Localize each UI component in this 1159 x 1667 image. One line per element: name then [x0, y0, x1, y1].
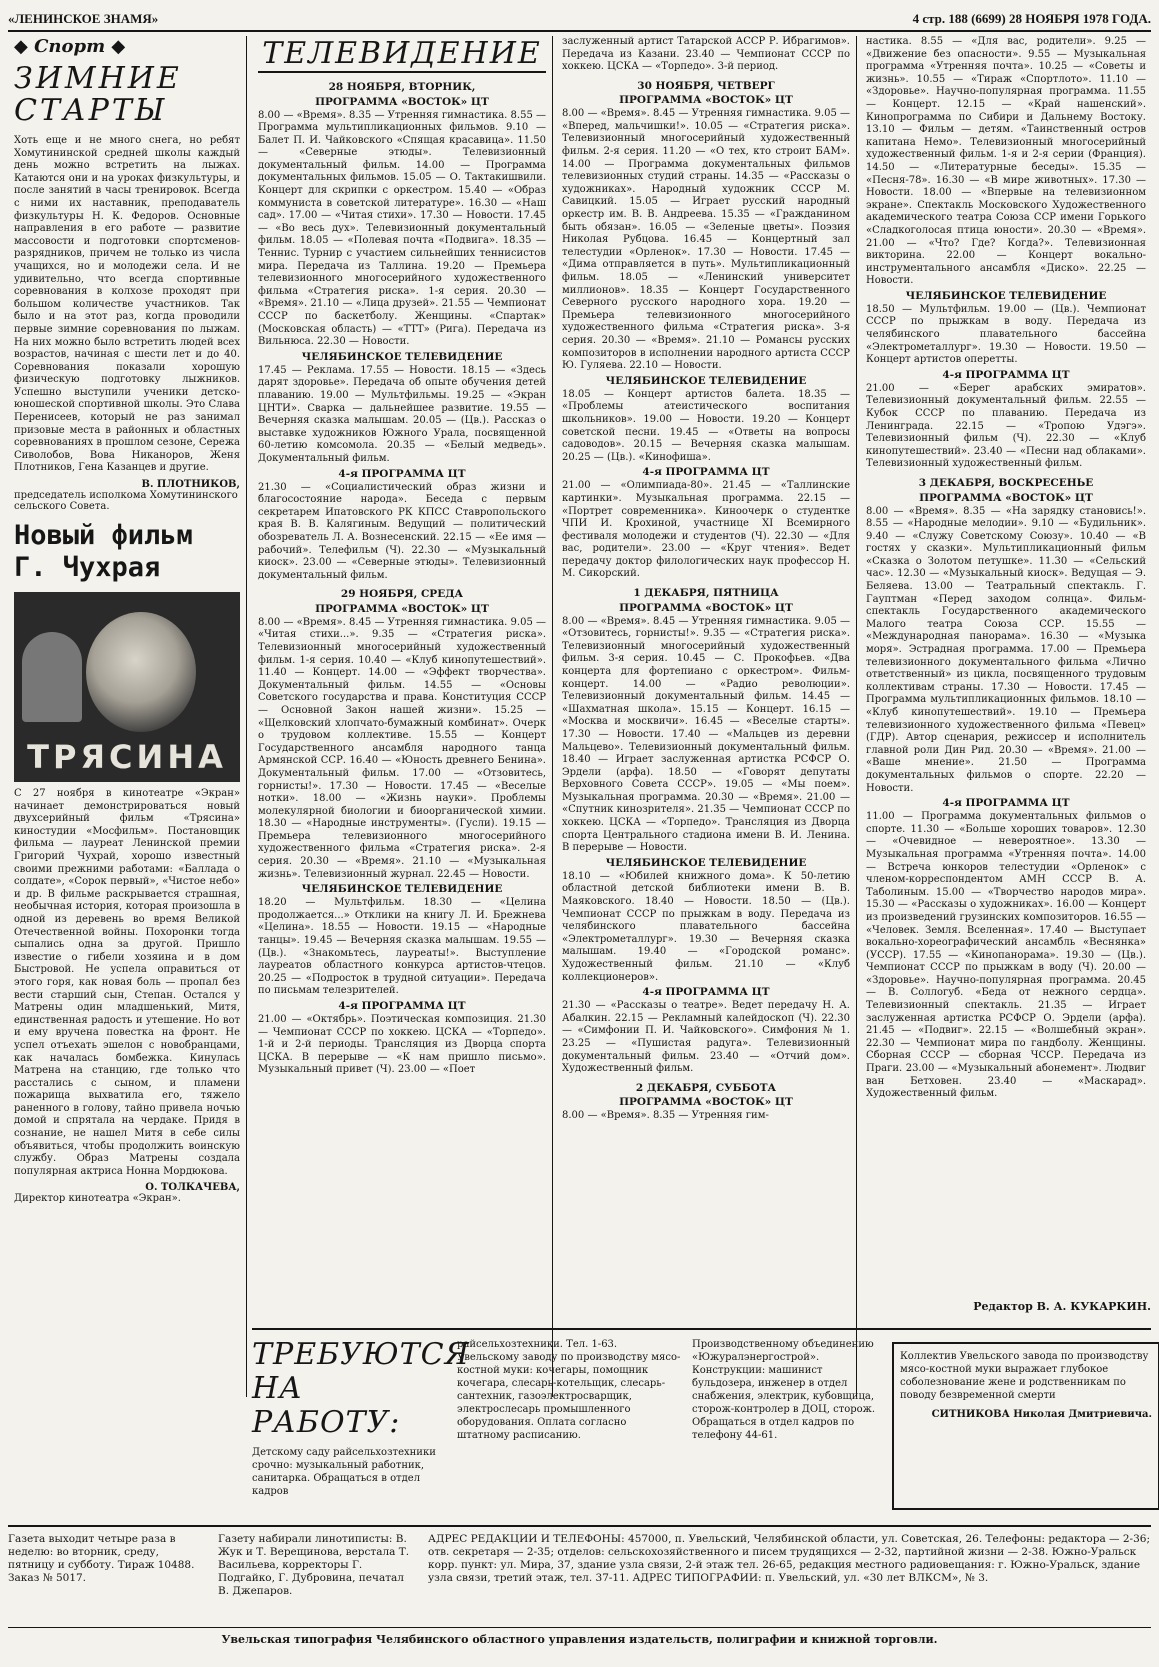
tv-schedule-text: 8.00 — «Время». 8.35 — Утренняя гимнастика. 8.55 — Программа мультипликационных фильмов. 9.10 — Балет П. И. Чайковского «Спящая красавица». 11.50 — «Северные этюды». Телевизионный документальный фильм. 14.00 — Программа документальных фильмов. 15.05 — О. Тактакишвили. Концерт для скрипки с оркестром. 15.40 — «Образ коммуниста в советской литературе». 16.30 — «Наш сад». 17.00 — «Читая стихи». 17.30 — Новости. 17.45 — «Во весь дух». Телевизионный документальный фильм. 18.05 — «Полевая почта «Подвига». 18.35 — Теннис. Турнир с участием сильнейших теннисистов мира. Передача из Таллина. 19.20 — Премьера телевизионного многосерийного художественного фильма «Стратегия риска». 1-я серия. 20.30 — «Время». 21.10 — «Лица друзей». 21.55 — Чемпионат СССР по баскетболу. Женщины. «Спартак» (Московская область) — «ТТТ» (Рига). Передача из Вильнюса. 22.30 — Новости. — [258, 109, 546, 348]
tv-schedule-text: 11.00 — Программа документальных фильмов о спорте. 11.30 — «Больше хороших товаров». 12.30 — «Очевидное — невероятное». 13.30 — Музыкальная программа «Утренняя почта». 14.00 — Встреча юнкоров телестудии «Орленок» с членом-корреспондентом АМН СССР В. А. Таболиным. 15.00 — «Творчество народов мира». 15.30 — «Рассказы о художниках». 16.00 — Концерт из произведений грузинских композиторов. 16.55 — «Человек. Земля. Вселенная». 17.40 — Выступает вокально-хореографический ансамбль «Веснянка» (УССР). 17.55 — «Кинопанорама». 19.30 — (Цв.). Чемпионат СССР по прыжкам в воду (Ч). 20.00 — «Здоровье». Научно-популярная программа. 20.45 — В. Соллогуб. «Беда от нежного сердца». Телевизионный спектакль. 21.35 — Играет заслуженная артистка РСФСР О. Эрдели (арфа). 21.45 — «Подвиг». 22.15 — «Волшебный экран». 22.30 — Чемпионат мира по гандболу. Женщины. Сборная СССР — сборная ЧССР. Передача из Праги. 23.00 — «Музыкальный абонемент». Людвиг ван Бетховен. 23.40 — «Маскарад». Художественный фильм. — [866, 811, 1146, 1100]
tv-section-title: ТЕЛЕВИДЕНИЕ — [258, 36, 546, 73]
job-ad-energy: Производственному объединению «Южуралэнергострой». Конструкции: машинист бульдозера, инженер в отдел снабжения, электрик, кубовщица, сторож-контролер в ДОЦ, сторож. Обращаться в отдел кадров по телефону 44-61. — [692, 1339, 876, 1441]
sport-headline: ЗИМНИЕ СТАРТЫ — [14, 61, 182, 128]
left-column — [8, 36, 247, 1397]
tv-channel-heading: ЧЕЛЯБИНСКОЕ ТЕЛЕВИДЕНИЕ — [905, 289, 1107, 302]
tv-schedule-text: 21.00 — «Берег арабских эмиратов». Телевизионный документальный фильм. 22.55 — Кубок СССР по плаванию. Передача из Ленинграда. 22.15 — «Тропою Удэгэ». Телевизионный фильм (Ч). 22.30 — «Клуб кинопутешествий». 23.40 — «Песни над облаками». Телевизионный художественный фильм. — [866, 382, 1146, 470]
tv-column-2 — [556, 36, 857, 1397]
tv-column-1 — [252, 36, 553, 1397]
tv-channel-heading: ПРОГРАММА «ВОСТОК» ЦТ — [315, 602, 489, 615]
tv-day-heading: 2 ДЕКАБРЯ, СУББОТА — [635, 1081, 777, 1094]
footer-address: АДРЕС РЕДАКЦИИ И ТЕЛЕФОНЫ: 457000, п. Увельский, Челябинской области, ул. Советская, 26. Телефоны: редактора — 2-36; отв. секретаря — 2-35; отделов: сельскохозяйственного и писем трудящихся — 2-32, партийной жизни — 2-38. Южно-Уральск корр. пункт: ул. Мира, 37, здание узла связи, 2-й этаж тел. 26-65, редакция местного радиовещания: г. Южно-Уральск, здание узла связи, третий этаж, тел. 37-11. АДРЕС ТИПОГРАФИИ: п. Увельский, ул. «30 лет ВЛКСМ», № 3. — [428, 1533, 1151, 1584]
tv-channel-heading: ПРОГРАММА «ВОСТОК» ЦТ — [315, 95, 489, 108]
masthead — [8, 8, 1151, 32]
footer — [8, 1525, 1151, 1628]
issue-info: 4 стр. 188 (6699) 28 НОЯБРЯ 1978 ГОДА. — [912, 11, 1151, 26]
tv-listing-column-2 — [562, 36, 850, 1123]
editor-credit: Редактор В. А. КУКАРКИН. — [973, 1300, 1151, 1313]
tv-schedule-text: заслуженный артист Татарской АССР Р. Ибрагимов». Передача из Казани. 23.40 — Чемпионат СССР по хоккею. ЦСКА — «Торпедо». 3-й период. — [562, 36, 850, 73]
condolence-text: Коллектив Увельского завода по производству мясо-костной муки выражает глубокое соболезнование жене и родственникам по поводу безвременной смерти — [900, 1351, 1149, 1401]
tv-listing-column-3 — [866, 36, 1146, 1101]
film-headline: Новый фильм Г. Чухрая — [14, 520, 193, 584]
footer-circulation: Газета выходит четыре раза в неделю: во вторник, среду, пятницу и субботу. Тираж 10488. Заказ № 5017. — [8, 1533, 195, 1584]
footer-staff: Газету набирали линотиписты: В. Жук и Т. Верещинова, верстала Т. Васильева, корректоры Г. Подгайко, Г. Дубровина, печатал В. Джепаров. — [218, 1533, 410, 1597]
tv-day-heading: 29 НОЯБРЯ, СРЕДА — [340, 588, 464, 601]
newspaper-name: «ЛЕНИНСКОЕ ЗНАМЯ» — [8, 11, 159, 26]
tv-channel-heading: 4-я ПРОГРАММА ЦТ — [642, 466, 770, 479]
ad-text-1: Детскому саду райсельхозтехники срочно: музыкальный работник, санитарка. Обращаться в отдел кадров — [252, 1447, 436, 1497]
tv-schedule-text: 21.30 — «Социалистический образ жизни и благосостояние народа». Беседа с первым секретарем Ипатовского РК КПСС Ставропольского края В. В. Калягиным. Ведущий — политический обозреватель Л. А. Вознесенский. 22.15 — «Ее имя — рабочий». Телефильм (Ч). 22.30 — «Музыкальный киоск». 23.00 — «Северные этюды». Телевизионный документальный фильм. — [258, 481, 546, 581]
tv-schedule-text: настика. 8.55 — «Для вас, родители». 9.25 — «Движение без опасности». 9.55 — Музыкальная программа «Утренняя почта». 10.25 — «Советы и жизнь». 10.55 — «Тираж «Спортлото». 11.10 — «Здоровье». Научно-популярная программа. 11.55 — Концерт. 12.15 — «Край нашенский». Кинопрограмма по Сибири и Дальнему Востоку. 13.10 — Фильм — детям. «Таинственный остров капитана Немо». Телевизионный многосерийный художественный фильм. 1-я и 2-я серии (Франция). 14.50 — «Литературные беседы». 15.35 — «Песня-78». 16.30 — «В мире животных». 17.30 — Новости. 18.00 — «Впервые на телевизионном экране». Спектакль Московского Художественного академического театра Союза ССР имени Горького «Сладкоголосая птица юности». 20.30 — «Время». 21.00 — «Что? Где? Когда?». Телевизионная викторина. 22.00 — Концерт вокально-инструментального ансамбля «Диско». 22.25 — Новости. — [866, 36, 1146, 287]
tv-channel-heading: ЧЕЛЯБИНСКОЕ ТЕЛЕВИДЕНИЕ — [301, 350, 503, 363]
tv-channel-heading: ЧЕЛЯБИНСКОЕ ТЕЛЕВИДЕНИЕ — [605, 374, 807, 387]
job-ad-factory: райсельхозтехники. Тел. 1-63. Увельскому заводу по производству мясо-костной муки: кочегары, помощник кочегара, слесарь-котельщик, слесарь-сантехник, газоэлектросварщик, электрослесарь промышленного оборудования. Оплата согласно штатному расписанию. — [457, 1339, 681, 1441]
tv-channel-heading: ПРОГРАММА «ВОСТОК» ЦТ — [619, 94, 793, 107]
sport-rubric: ◆ Спорт ◆ — [14, 36, 126, 57]
tv-schedule-text: 18.20 — Мультфильм. 18.30 — «Целина продолжается...» Отклики на книгу Л. И. Брежнева «Целина». 18.55 — Новости. 19.15 — «Народные танцы». 19.45 — Вечерняя сказка малышам. 19.55 — (Цв.). «Знакомьтесь, лауреаты!». Выступление лауреатов областного конкурса артистов-чтецов. 20.25 — «Подросток в трудной ситуации». Передача по письмам телезрителей. — [258, 897, 546, 997]
condolence-name: СИТНИКОВА Николая Дмитриевича. — [931, 1409, 1152, 1420]
tv-day-heading: 28 НОЯБРЯ, ВТОРНИК, — [328, 81, 476, 93]
poster-face — [86, 612, 196, 732]
tv-channel-heading: ПРОГРАММА «ВОСТОК» ЦТ — [619, 601, 793, 614]
tv-channel-heading: 4-я ПРОГРАММА ЦТ — [338, 1000, 466, 1012]
film-signature-role: Директор кинотеатра «Экран». — [14, 1193, 181, 1205]
tv-channel-heading: ПРОГРАММА «ВОСТОК» ЦТ — [919, 491, 1093, 504]
tv-channel-heading: ПРОГРАММА «ВОСТОК» ЦТ — [619, 1096, 793, 1109]
condolence-notice — [892, 1342, 1159, 1510]
tv-schedule-text: 8.00 — «Время». 8.35 — «На зарядку становись!». 8.55 — «Народные мелодии». 9.10 — «Будильник». 9.40 — «Служу Советскому Союзу». 10.40 — «В гостях у сказки». Мультипликационный фильм «Сказка о Золотом петушке». 11.30 — «Сельский час». 12.30 — «Музыкальный киоск». Ведущая — Э. Беляева. 13.00 — Театральный спектакль. Г. Гауптман «Перед заходом солнца». Фильм-спектакль Государственного академического Малого театра Союза ССР. 15.55 — «Международная панорама». 16.30 — «Музыка моря». Эстрадная программа. 17.00 — Премьера телевизионного документального фильма «Лично ответственный» из цикла, посвященного трудовым коллективам страны. 17.30 — Новости. 17.45 — Программа мультипликационных фильмов. 18.10 — «Клуб кинопутешествий». 19.10 — Премьера телевизионного художественного фильма «Певец» (ГДР). Автор сценария, режиссер и исполнитель главной роли Дин Рид. 20.30 — «Время». 21.00 — «Ваше мнение». 21.50 — Программа документальных фильмов о спорте. 22.20 — Новости. — [866, 505, 1146, 794]
poster-figure — [22, 632, 82, 722]
tv-channel-heading: 4-я ПРОГРАММА ЦТ — [642, 986, 770, 999]
ads-section — [252, 1328, 1151, 1522]
tv-schedule-text: 8.00 — «Время». 8.45 — Утренняя гимнастика. 9.05 — «Отзовитесь, горнисты!». 9.35 — «Стратегия риска». Телевизионный многосерийный художественный фильм. 3-я серия. 10.45 — С. Прокофьев. «Два концерта для фортепиано с оркестром». Фильм-концерт. 14.00 — «Радио революции». Телевизионный документальный фильм. 14.45 — «Шахматная школа». 15.15 — Концерт. 16.15 — «Москва и москвичи». 16.45 — «Веселые старты». 17.30 — Новости. 17.40 — «Мальцев из деревни Мальцево». Телевизионный документальный фильм. 18.40 — Играет заслуженная артистка РСФСР О. Эрдели (арфа). 18.50 — «Говорят депутаты Верховного Совета СССР». 19.05 — «Мы поем». Музыкальная программа. 20.30 — «Время». 21.00 — «Спутник кинозрителя». 21.35 — Чемпионат СССР по хоккею. ЦСКА — «Торпедо». Трансляция из Дворца спорта Центрального стадиона имени В. И. Ленина. В перерыве — Новости. — [562, 615, 850, 854]
tv-day-heading: 3 ДЕКАБРЯ, ВОСКРЕСЕНЬЕ — [918, 477, 1094, 489]
film-article-body: С 27 ноября в кинотеатре «Экран» начинает демонстрироваться новый двухсерийный фильм «Трясина» киностудии «Мосфильм». Постановщик фильма — лауреат Ленинской премии Григорий Чухрай, хорошо известный своими прежними работами: «Баллада о солдате», «Сорок первый», «Чистое небо» и др. В фильме раскрывается страшная, необычная история, которая произошла в одной из деревень во время Великой Отечественной войны. Похоронки тогда сыпались одна за другой. Пришло известие о гибели хозяина и в дом Быстровой. Не успела оправиться от этого горя, как новая боль — пропал без вести старший сын, Степан. Остался у Матрены один младшенький, Митя, единственная радость и утешение. Но вот и ему вручена повестка на фронт. Не успел отъехать эшелон с новобранцами, как началась бомбежка. Кинулась Матрена на станцию, где только что расстались с сыном, и пламени пожарища выхватила его, тяжело раненного в голову, тайно привела ночью домой и спрятала на чердаке. Придя в сознание, не нашел Митя в себе силы объявиться, чтобы продолжить воинскую службу. Образ Матрены создала популярная актриса Нонна Мордюкова. — [14, 788, 240, 1177]
tv-schedule-text: 21.30 — «Рассказы о театре». Ведет передачу Н. А. Абалкин. 22.15 — Рекламный калейдоскоп (Ч). 22.30 — «Симфонии П. И. Чайковского». Симфония № 1. 23.25 — «Пушистая радуга». Телевизионный документальный фильм. 23.40 — «Отчий дом». Художественный фильм. — [562, 1000, 850, 1075]
tv-schedule-text: 21.00 — «Олимпиада-80». 21.45 — «Таллинские картинки». Музыкальная программа. 22.15 — «Портрет современника». Киноочерк о студентке ЧПИ И. Крохиной, участнице XI Всемирного фестиваля молодежи и студентов (Ч). 22.30 — «Для вас, родители». 23.00 — «Круг чтения». Ведет передачу доктор филологических наук профессор Н. М. Сикорский. — [562, 480, 850, 580]
tv-schedule-text: 18.05 — Концерт артистов балета. 18.35 — «Проблемы атеистического воспитания школьников». 19.00 — Новости. 19.20 — Концерт советской песни. 19.45 — «Ответы на вопросы садоводов». 20.15 — Вечерняя сказка малышам. 20.25 — (Цв.). «Кинофиша». — [562, 388, 850, 463]
printer-credit: Увельская типография Челябинского областного управления издательств, полиграфии и книжной торговли. — [221, 1633, 938, 1646]
tv-schedule-text: 8.00 — «Время». 8.45 — Утренняя гимнастика. 9.05 — «Вперед, мальчишки!». 10.05 — «Стратегия риска». Телевизионный многосерийный художественный фильм. 2-я серия. 11.20 — «О тех, кто строит БАМ». 14.00 — Программа документальных фильмов телевизионных студий страны. 14.35 — «Рассказы о художниках». Народный художник СССР М. Савицкий. 15.05 — Играет русский народный оркестр им. В. В. Андреева. 15.35 — «Гражданином быть обязан». 16.05 — «Зеленые цветы». Поэзия Николая Рубцова. 16.45 — Концертный зал телестудии «Орленок». 17.30 — Новости. 17.45 — «Дима отправляется в путь». Мультипликационный фильм. 18.05 — «Ленинский университет миллионов». 18.35 — Концерт Государственного Северного русского народного хора. 19.20 — Премьера телевизионного многосерийного художественного фильма «Стратегия риска». 3-я серия. 20.30 — «Время». 21.10 — Романсы русских композиторов в исполнении народного артиста СССР Ю. Гуляева. 22.10 — Новости. — [562, 108, 850, 372]
tv-channel-heading: 4-я ПРОГРАММА ЦТ — [338, 467, 466, 480]
job-ad-kindergarten — [252, 1337, 470, 1522]
film-signature: О. ТОЛКАЧЕВА, — [145, 1182, 240, 1194]
tv-channel-heading: ЧЕЛЯБИНСКОЕ ТЕЛЕВИДЕНИЕ — [301, 883, 503, 896]
tv-channel-heading: ЧЕЛЯБИНСКОЕ ТЕЛЕВИДЕНИЕ — [605, 856, 807, 869]
tv-channel-heading: 4-я ПРОГРАММА ЦТ — [942, 368, 1070, 381]
tv-schedule-text: 8.00 — «Время». 8.35 — Утренняя гим- — [562, 1110, 769, 1122]
tv-schedule-text: 18.10 — «Юбилей книжного дома». К 50-летию областной детской библиотеки имени В. В. Маяковского. 18.40 — Новости. 18.50 — (Цв.). Чемпионат СССР по прыжкам в воду. Передача из челябинского плавательного бассейна «Электрометаллург». 19.30 — Вечерняя сказка малышам. 19.40 — «Городской романс». Художественный фильм. 21.10 — «Клуб коллекционеров». — [562, 870, 850, 983]
film-poster-image — [14, 592, 240, 782]
tv-schedule-text: 18.50 — Мультфильм. 19.00 — (Цв.). Чемпионат СССР по прыжкам в воду. Передача из челябинского плавательного бассейна «Электрометаллург». 19.30 — Новости. 19.50 — Концерт артистов оперетты. — [866, 303, 1146, 366]
tv-day-heading: 30 НОЯБРЯ, ЧЕТВЕРГ — [637, 79, 775, 92]
poster-title: ТРЯСИНА — [27, 738, 227, 777]
jobs-title: ТРЕБУЮТСЯ НА РАБОТУ: — [252, 1337, 470, 1440]
sport-article-body: Хоть еще и не много снега, но ребят Хомутининской средней школы каждый день можно встретить на лыжах. Катаются они и на уроках физкультуры, и после занятий в часы тренировок. Всегда с ними их наставник, преподаватель физкультуры Н. К. Федоров. Основные направления в его работе — развитие массовости и подготовки спортсменов-разрядников, причем не только из числа учащихся, но и молодежи села. И не удивительно, что всегда спортивные соревнования в колхозе проходят при большом количестве участников. Так было и на этот раз, когда проводили первые зимние соревнования по лыжам. На них можно было встретить людей всех возрастов, начиная с шести лет и до 40. Соревнования показали хорошую физическую подготовку лыжников. Успешно выступили ученики детско-юношеской спортивной школы. Это Слава Перенисеев, который не раз занимал призовые места в районных и областных соревнованиях в прошлом сезоне, Сережа Сиволобов, Вова Никаноров, Женя Плотников, Гена Казанцев и другие. — [14, 135, 240, 474]
tv-schedule-text: 21.00 — «Октябрь». Поэтическая композиция. 21.30 — Чемпионат СССР по хоккею. ЦСКА — «Торпедо». 1-й и 2-й периоды. Трансляция из Дворца спорта ЦСКА. В перерыве — «К нам пришло письмо». Музыкальный привет (Ч). 23.00 — «Поет — [258, 1014, 546, 1076]
tv-listing-column-1 — [258, 81, 546, 1077]
tv-schedule-text: 17.45 — Реклама. 17.55 — Новости. 18.15 — «Здесь дарят здоровье». Передача об опыте обучения детей плаванию. 19.00 — Мультфильмы. 19.25 — «Экран ЦНТИ». Сварка — дальнейшее развитие. 19.55 — Вечерняя сказка малышам. 20.05 — (Цв.). Рассказ о выставке художников Южного Урала, посвященной 60-летию комсомола. 20.35 — «Белый медведь». Документальный фильм. — [258, 364, 546, 464]
tv-channel-heading: 4-я ПРОГРАММА ЦТ — [942, 797, 1070, 810]
tv-column-3 — [860, 36, 1152, 1397]
sport-signature: В. ПЛОТНИКОВ, — [141, 479, 240, 491]
sport-signature-role: председатель исполкома Хомутининского сельского Совета. — [14, 490, 238, 513]
tv-day-heading: 1 ДЕКАБРЯ, ПЯТНИЦА — [633, 587, 779, 600]
tv-schedule-text: 8.00 — «Время». 8.45 — Утренняя гимнастика. 9.05 — «Читая стихи...». 9.35 — «Стратегия риска». Телевизионный многосерийный художественный фильм. 1-я серия. 10.40 — «Клуб кинопутешествий». 11.40 — Концерт. 14.00 — «Эффект творчества». Документальный фильм. 14.55 — «Основы Советского государства и права. Конституция СССР — Основной Закон нашей жизни». 15.25 — «Щелковский хлопчато-бумажный комбинат». Очерк о трудовом коллективе. 15.55 — Концерт Государственного ансамбля народного танца Армянской ССР. 16.40 — «Юность древнего Бенина». Документальный фильм. 17.00 — «Отзовитесь, горнисты!». 17.30 — Новости. 17.45 — «Веселые нотки». 18.00 — «Жизнь науки». Проблемы молекулярной биологии и биоорганической химии. 18.30 — «Народные инструменты». (Гусли). 19.15 — Премьера телевизионного многосерийного художественного фильма «Стратегия риска». 2-я серия. 20.30 — «Время». 21.10 — «Музыкальная жизнь». Телевизионный журнал. 22.45 — Новости. — [258, 616, 546, 880]
